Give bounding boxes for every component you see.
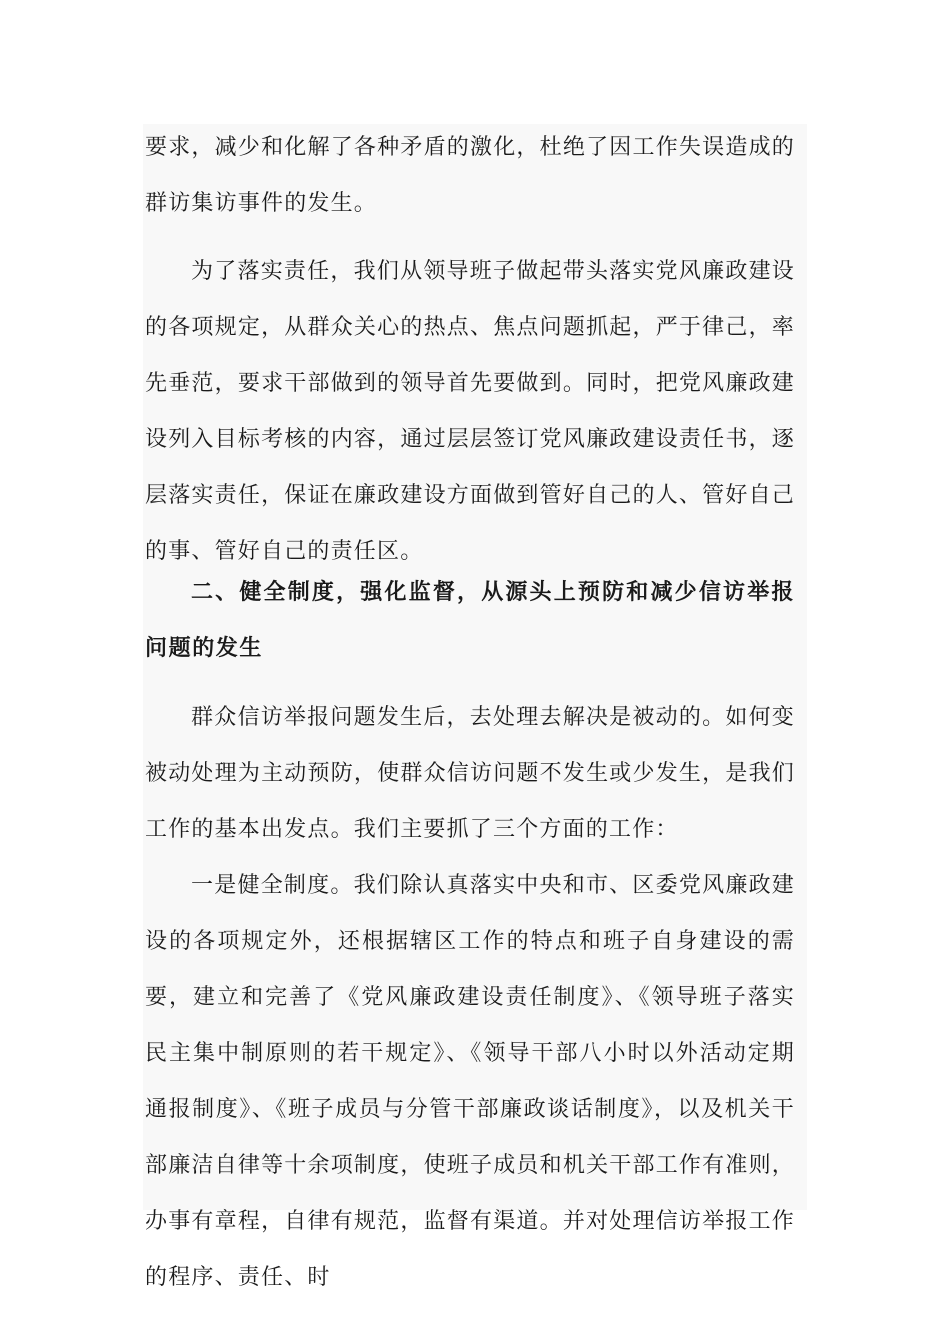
- paragraph-system-building: 一是健全制度。我们除认真落实中央和市、区委党风廉政建设的各项规定外，还根据辖区工作的特点和班子自身建设的需要，建立和完善了《党风廉政建设责任制度》、《领导班子落实民主集中制原则的若干规定》、《领导干部八小时以外活动定期通报制度》、《班子成员与分管干部廉政谈话制度》，以及机关干部廉洁自律等十余项制度，使班子成员和机关干部工作有准则，办事有章程，自律有规范，监督有渠道。并对处理信访举报工作的程序、责任、时: [145, 873, 795, 1290]
- section-heading: 二、健全制度，强化监督，从源头上预防和减少信访举报问题的发生: [145, 580, 795, 661]
- paragraph-responsibility: 为了落实责任，我们从领导班子做起带头落实党风廉政建设的各项规定，从群众关心的热点、焦点问题抓起，严于律己，率先垂范，要求干部做到的领导首先要做到。同时，把党风廉政建设列入目标考核的内容，通过层层签订党风廉政建设责任书，逐层落实责任，保证在廉政建设方面做到管好自己的人、管好自己的事、管好自己的责任区。: [145, 259, 795, 564]
- paragraph-prevention: 群众信访举报问题发生后，去处理去解决是被动的。如何变被动处理为主动预防，使群众信访问题不发生或少发生，是我们工作的基本出发点。我们主要抓了三个方面的工作：: [145, 705, 795, 842]
- paragraph-continuation: 要求，减少和化解了各种矛盾的激化，杜绝了因工作失误造成的群访集访事件的发生。: [145, 135, 795, 216]
